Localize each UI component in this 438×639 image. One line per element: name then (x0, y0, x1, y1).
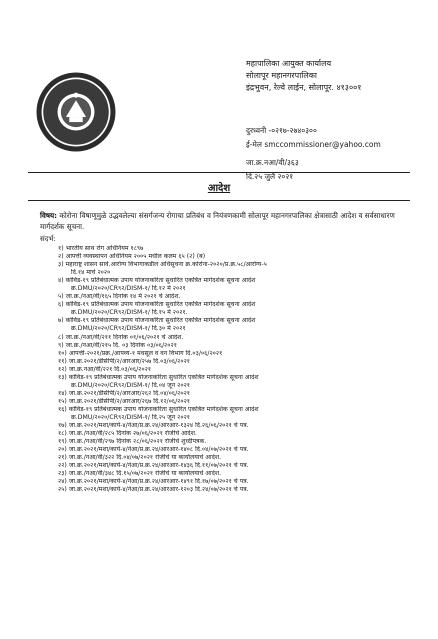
office-line-2: सोलापूर महानगरपालिका (246, 71, 317, 80)
reference-item: ८) जा.क्र./नआ/वी/२११ दिनांक ०१/०६/२०२१ चे आदेश. (58, 333, 184, 341)
order-date: दि.२५ जुलै २०२१ (246, 172, 294, 181)
references-heading: संदर्भ: (40, 235, 56, 243)
reference-item: ७) कोविड-१९ प्रतिबंधात्मक उपाय योजनाकरिता सुधारित एकत्रित मार्गदर्शक सूचना आदेश (58, 317, 256, 325)
municipal-seal-logo (34, 70, 118, 154)
order-title: आदेश (207, 183, 231, 194)
reference-item: १४) जा.क्र.२०२१/डीसीपी/२/आरआर/२६२ दि.०४/०६/२०२१ (58, 389, 191, 397)
reference-item: २१) जा.क्र./नआ/वी/३२२ दि.०४/०७/२०२१ रोजीचे या कार्यालयाचे आदेश. (58, 454, 222, 462)
office-line-1: महापालिका आयुक्त कार्यालय (246, 59, 332, 68)
reference-item: ११) जा.क्र.२०२१/डीसीपी/२/आरआर/२५७ दि.०३/०६/२०२१ (58, 357, 191, 365)
reference-item: १२) जा.क्र.नआ/वी/२२१ दि.०३/०६/२०२१ (58, 365, 152, 373)
reference-item: २४) जा.क्र.२०२१/मशा/कार्य-४/नेआ/प्र.क्र.२४/आरआर-१४९१ दि.१७/०७/२०२१ चे पत्र. (58, 478, 249, 486)
top-divider (28, 172, 410, 173)
reference-item: क्र.DMU/२०२०/CR९२/DISM-१/ दि.१५ मे २०२१. (71, 309, 188, 317)
reference-item: क्र.DMU/२०२०/CR९२/DISM-१/ दि.२५ जून २०२१ (71, 413, 191, 421)
reference-item: १९) जा.क्र./नआ/वी/२९७ दिनांक २८/०६/२०२१ रोजीचे शुध्दीपत्रक. (58, 438, 207, 446)
reference-item: १०) आपत्ती-२०२१/प्रक्र./आपव्य-१ मधसूल व वन विभाग दि.०३/०६/२०२१ (58, 349, 223, 357)
reference-item: १७) जा.क्र.२०२१/मशा/कार्य-४/नेआ/प्र.क्र.२४/आरआर-१३२४ दि.२६/०६/२०२१ चे पत्र. (58, 422, 249, 430)
office-line-3: इंद्रभुवन, रेल्वे लाईन, सोलापूर. ४१३००१ (246, 83, 362, 92)
reference-item: क्र.DMU/२०२०/CR९२/DISM-१/ दि.१२ मे २०२१ (71, 285, 186, 293)
reference-item: दि.१४ मार्च २०२० (71, 269, 111, 277)
reference-item: २३) जा.क्र./नआ/वी/३४८ दि.१५/०७/२०२१ रोजीचे या कार्यालयाचे आदेश. (58, 470, 222, 478)
reference-item: १३) कोविड-१९ प्रतिबंधात्मक उपाय योजनाकरिता सुधारित एकत्रित मार्गदर्शक सूचना आदेश (58, 373, 259, 381)
reference-item: क्र.DMU/२०२०/CR९२/DISM-१/ दि.३० मे २०२१ (71, 325, 186, 333)
subject-text: कोरोना विषाणूमुळे उद्भवलेल्या संसर्गजन्य रोगाचा प्रतिबंध व नियंत्रणकामी सोलापूर महानगरपालिका क्षेत्रासाठी आदेश व सर्वसाधारण मार्गदर्शक सूचना. (40, 211, 395, 231)
reference-item: १५) जा.क्र.२०२१/डीसीपी/२/आरआर/२६७ दि.१२/०६/२०२१ (58, 397, 191, 405)
reference-item: १) भारतीय साथ रोग अधिनियम १८९७ (58, 245, 144, 252)
reference-number: जा.क्र.नआ/वी/३६३ (246, 158, 299, 167)
email-address: ई-मेल smccommissioner@yahoo.com (246, 140, 381, 149)
subject-paragraph (40, 210, 418, 232)
reference-item: ६) कोविड-१९ प्रतिबंधात्मक उपाय योजनाकरिता सुधारित एकत्रित मार्गदर्शक सूचना आदेश (58, 301, 256, 309)
contact-block (246, 124, 381, 184)
reference-item: २०) जा.क्र.२०२१/मशा/कार्य-४/नेआ/प्र.क्र.२४/आरआर-१४०८ दि.०४/०७/२०२१ चे पत्र. (58, 446, 249, 454)
reference-item: १८) जा.क्र./नआ/वी/२८५ दिनांक २७/०६/२०२१ रोजीचे आदेश. (58, 430, 197, 438)
office-address-block (246, 58, 361, 94)
references-list (58, 245, 408, 494)
subject-label: विषय: (40, 211, 58, 220)
reference-item: क्र.DMU/२०२०/CR९२/DISM-१/ दि.०४ जून २०२१ (71, 381, 191, 389)
reference-item: २५) जा.क्र.२०२१/मशा/कार्य-४/नेआ/प्र.क्र.२४/आरआर-१२०३ दि.२४/०७/२०२१ चे पत्र. (58, 486, 249, 494)
reference-item: २२) जा.क्र.२०२१/मशा/कार्य-४/नेआ/प्र.क्र.२४/आरआर-१४३६ दि.११/०७/२०२१ चे पत्र. (58, 462, 249, 470)
reference-item: १६) कोविड-१९ प्रतिबंधात्मक उपाय योजनाकरिता सुधारित एकत्रित मार्गदर्शक सूचना आदेश (58, 405, 259, 413)
reference-item: २) आपत्ती व्यवस्थापन अधिनियम २००५ मधील कलम ६५ (२) (ब) (58, 253, 206, 261)
reference-item: ३) महाराष्ट्र शासन सार्व.आरोग्य विभागाकडील अधिसूचना क्र.कोरोना-२०२०/प्र.क्र.५८/आरोग्य-५ (58, 261, 267, 269)
title-divider (28, 200, 410, 201)
reference-item: ५) जा.क्र./नआ/वी/१६५ दिनांक १४ मे २०२१ चे आदेश. (58, 293, 181, 301)
reference-item: ४) कोविड-१९ प्रतिबंधात्मक उपाय योजनाकरिता सुधारित एकत्रित मार्गदर्शक सूचना आदेश (58, 277, 256, 285)
phone-number: दुरध्वनी -०२१७-२७४०३०० (246, 126, 317, 135)
reference-item: ९) जा.क्र./नआ/वी/२१५ दि. ०३ दिनांक ०३/०६/२०२१ (58, 341, 177, 349)
